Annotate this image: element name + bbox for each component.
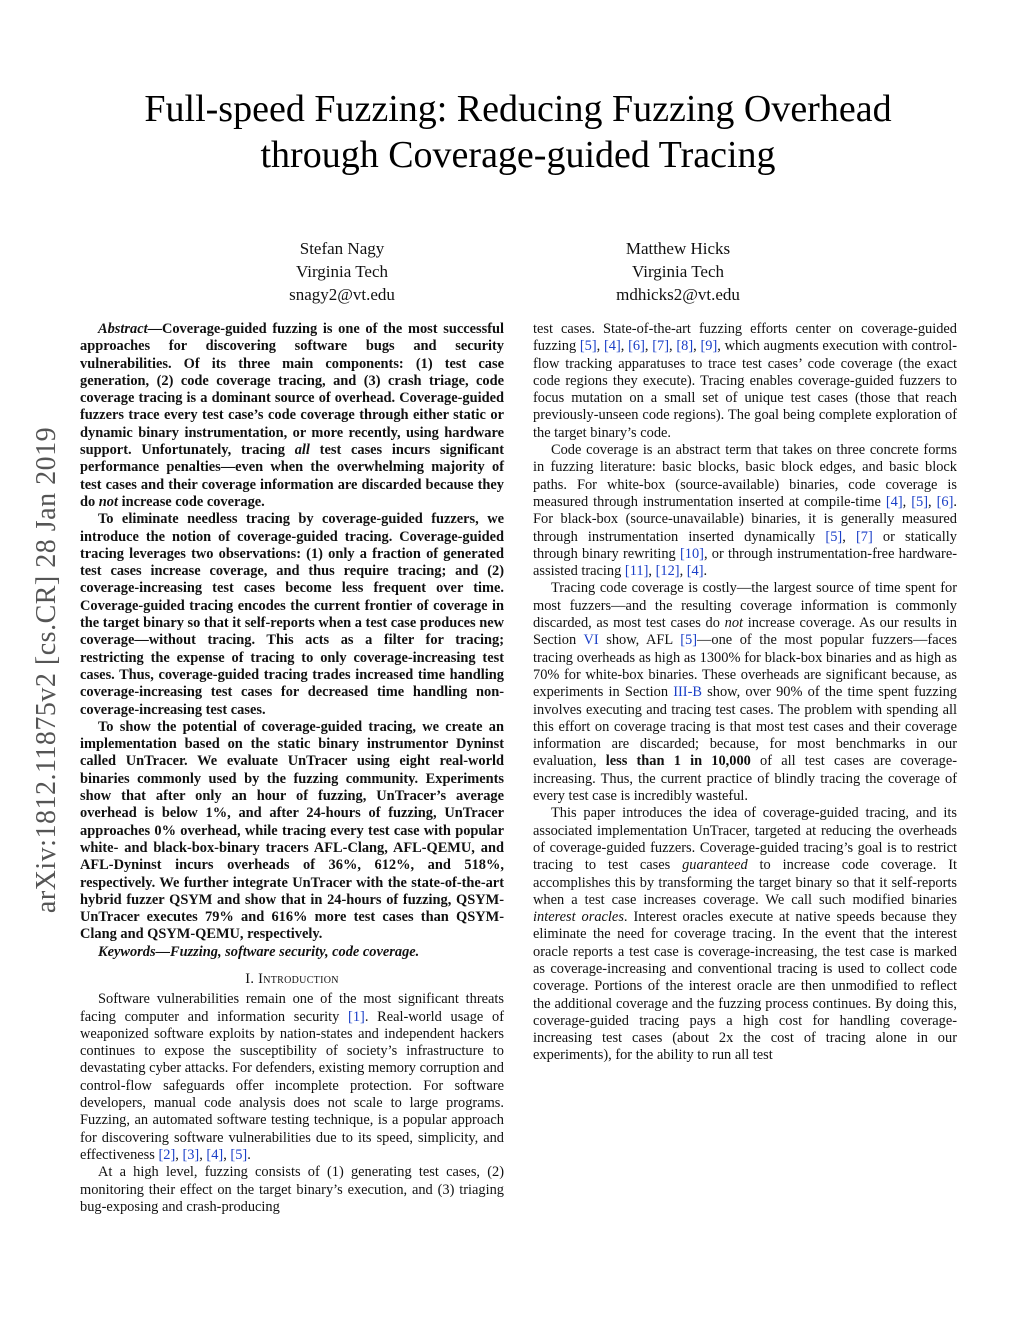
citation-link[interactable]: [5]	[680, 632, 698, 649]
citation-link[interactable]: [11]	[624, 563, 649, 580]
citation-link[interactable]: [3]	[182, 1146, 200, 1163]
section-heading-introduction: I. Introduction	[245, 970, 339, 987]
intro-paragraph-2: At a high level, fuzzing consists of (1) generating test cases, (2) monitoring their effect on the target binary’s execution, and (3) triaging bug-exposing and crash-producing	[80, 1164, 504, 1215]
citation-link[interactable]: [5]	[579, 338, 597, 355]
keywords-list: —Fuzzing, software security, code coverage.	[155, 943, 420, 960]
author-affiliation: Virginia Tech	[631, 262, 725, 281]
author-name: Matthew Hicks	[625, 239, 731, 258]
arxiv-side-label	[24, 380, 70, 960]
section-link[interactable]: VI	[583, 632, 599, 649]
right-paragraph-4: This paper introduces the idea of coverage-guided tracing, and its associated implementation UnTracer, targeted at reducing the overheads of coverage-guided fuzzers. Coverage-guided tracing’s goal is to restrict tracing to test cases guaranteed to increase code coverage. It accomplishes this by transforming the target binary so that it self-reports when a test case increases coverage. We call such modified binaries interest oracles. Interest oracles execute at native speeds because they eliminate the need for coverage tracing. In the event that the interest oracle reports a test case is coverage-increasing, the test case is marked as coverage-increasing and conventional tracing is used to collect code coverage. Portions of the interest oracle are then unmodified to reflect the additional coverage and the fuzzing process continues. By doing this, coverage-guided tracing pays a high cost for handling coverage-increasing test cases (about 2x the cost of tracing alone in our experiments), for the ability to run all test	[533, 805, 957, 1064]
arxiv-identifier: arXiv:1812.11875v2 [cs.CR] 28 Jan 2019	[31, 426, 62, 914]
citation-link[interactable]: [4]	[686, 563, 704, 580]
title-line-1: Full-speed Fuzzing: Reducing Fuzzing Overhead	[144, 88, 892, 130]
section-link[interactable]: III-B	[673, 684, 702, 701]
abstract-paragraph-2: To eliminate needless tracing by coverage-guided fuzzers, we introduce the notion of coverage-guided tracing. Coverage-guided tracing leverages two observations: (1) only a fraction of generated test cases increase coverage, and thus require tracing; and (2) coverage-increasing test cases become less frequent over time. Coverage-guided tracing encodes the current frontier of coverage in the target binary so that it self-reports when a test case produces new coverage—without tracing. This acts as a filter for tracing; restricting the expense of tracing to only coverage-increasing test cases. Thus, coverage-guided tracing trades increased time handling coverage-increasing test cases for decreased time handling non-coverage-increasing test cases.	[80, 511, 504, 718]
author-email: mdhicks2@vt.edu	[616, 285, 740, 304]
citation-link[interactable]: [5]	[230, 1146, 248, 1163]
author-email: snagy2@vt.edu	[289, 285, 395, 304]
citation-link[interactable]: [6]	[628, 338, 645, 355]
intro-paragraph-1: Software vulnerabilities remain one of the most significant threats facing computer and information security [1]. Real-world usage of weaponized software exploits by nation-states and independent hackers continues to expose the susceptibility of society’s infrastructure to devastating cyber attacks. For defenders, existing memory corruption and control-flow safeguards offer incomplete protection. For software developers, manual code analysis does not scale to large programs. Fuzzing, an automated software testing technique, is a popular approach for discovering software vulnerabilities due to its speed, simplicity, and effectiveness [2], [3], [4], [5].	[80, 991, 504, 1163]
citation-link[interactable]: [10]	[679, 545, 704, 562]
citation-link[interactable]: [9]	[700, 338, 718, 355]
author-name: Stefan Nagy	[299, 239, 385, 258]
abstract-paragraph-1: Abstract—Coverage-guided fuzzing is one of the most successful approaches for discovering software bugs and security vulnerabilities. Of its three main components: (1) test case generation, (2) code coverage tracing, and (3) crash triage, code coverage tracing is a dominant source of overhead. Coverage-guided fuzzers trace every test case’s code coverage through either static or dynamic binary instrumentation, or more recently, using hardware support. Unfortunately, tracing all test cases incurs significant performance penalties—even when the overwhelming majority of test cases and their coverage information are discarded because they do not increase code coverage.	[80, 321, 504, 510]
right-paragraph-3: Tracing code coverage is costly—the largest source of time spent for most fuzzers—and the resulting coverage information is commonly discarded, as most test cases do not increase coverage. As our results in Section VI show, AFL [5]—one of the most popular fuzzers—faces tracing overheads as high as 1300% for black-box binaries and as high as 70% for white-box binaries. These overheads are significant because, as experiments in Section III-B show, over 90% of the time spent fuzzing involves executing and tracing test cases. The problem with spending all this effort on coverage tracing is that most test cases and their coverage information are discarded; because, for most benchmarks in our evaluation, less than 1 in 10,000 of all test cases are coverage-increasing. Thus, the current practice of blindly tracing the coverage of every test case is incredibly wasteful.	[533, 580, 958, 805]
author-affiliation: Virginia Tech	[295, 262, 389, 281]
citation-link[interactable]: [7]	[652, 338, 670, 355]
citation-link[interactable]: [2]	[158, 1146, 176, 1163]
citation-link[interactable]: [4]	[885, 493, 903, 510]
citation-link[interactable]: [4]	[604, 338, 621, 355]
keywords	[80, 944, 504, 961]
abstract	[80, 321, 504, 961]
left-column	[80, 321, 504, 1216]
citation-link[interactable]: [5]	[911, 493, 929, 510]
author-block-2	[538, 237, 818, 306]
citation-link[interactable]: [6]	[936, 493, 954, 510]
author-block-1	[202, 237, 482, 306]
title-line-2: through Coverage-guided Tracing	[260, 134, 776, 176]
citation-link[interactable]: [12]	[655, 563, 680, 580]
citation-link[interactable]: [8]	[676, 338, 694, 355]
citation-link[interactable]: [1]	[348, 1008, 365, 1025]
abstract-label: Abstract	[98, 321, 148, 337]
abstract-paragraph-3: To show the potential of coverage-guided tracing, we create an implementation based on the static binary instrumentor Dyninst called UnTracer. We evaluate UnTracer using eight real-world binaries commonly used by the fuzzing community. Experiments show that after only an hour of fuzzing, UnTracer’s average overhead is below 1%, and after 24-hours of fuzzing, UnTracer approaches 0% overhead, while tracing every test case with popular white- and black-box-binary tracers AFL-Clang, AFL-QEMU, and AFL-Dyninst incurs overheads of 36%, 612%, and 518%, respectively. We further integrate UnTracer with the state-of-the-art hybrid fuzzer QSYM and show that in 24-hours of fuzzing, QSYM-UnTracer executes 79% and 616% more test cases than QSYM-Clang and QSYM-QEMU, respectively.	[80, 718, 504, 943]
citation-link[interactable]: [7]	[855, 528, 873, 545]
right-column	[533, 321, 957, 1065]
citation-link[interactable]: [4]	[206, 1146, 224, 1163]
right-paragraph-2: Code coverage is an abstract term that takes on three concrete forms in fuzzing literature: basic blocks, basic block edges, and basic block paths. For white-box (source-available) binaries, code coverage is measured through instrumentation inserted at compile-time [4], [5], [6]. For black-box (source-unavailable) binaries, it is generally measured through instrumentation inserted dynamically [5], [7] or statically through binary rewriting [10], or through instrumentation-free hardware-assisted tracing [11], [12], [4].	[533, 442, 958, 580]
keywords-label: Keywords	[98, 943, 156, 960]
citation-link[interactable]: [5]	[825, 528, 843, 545]
right-paragraph-1: test cases. State-of-the-art fuzzing efforts center on coverage-guided fuzzing [5], [4], [6], [7], [8], [9], which augments execution with control-flow tracking apparatuses to trace test cases’ code coverage (the exact code regions they execute). Tracing enables coverage-guided fuzzers to focus mutation on a small set of unique test cases (those that reach previously-unseen code regions). The goal being complete exploration of the target binary’s code.	[533, 321, 957, 441]
paper-title	[60, 86, 976, 178]
